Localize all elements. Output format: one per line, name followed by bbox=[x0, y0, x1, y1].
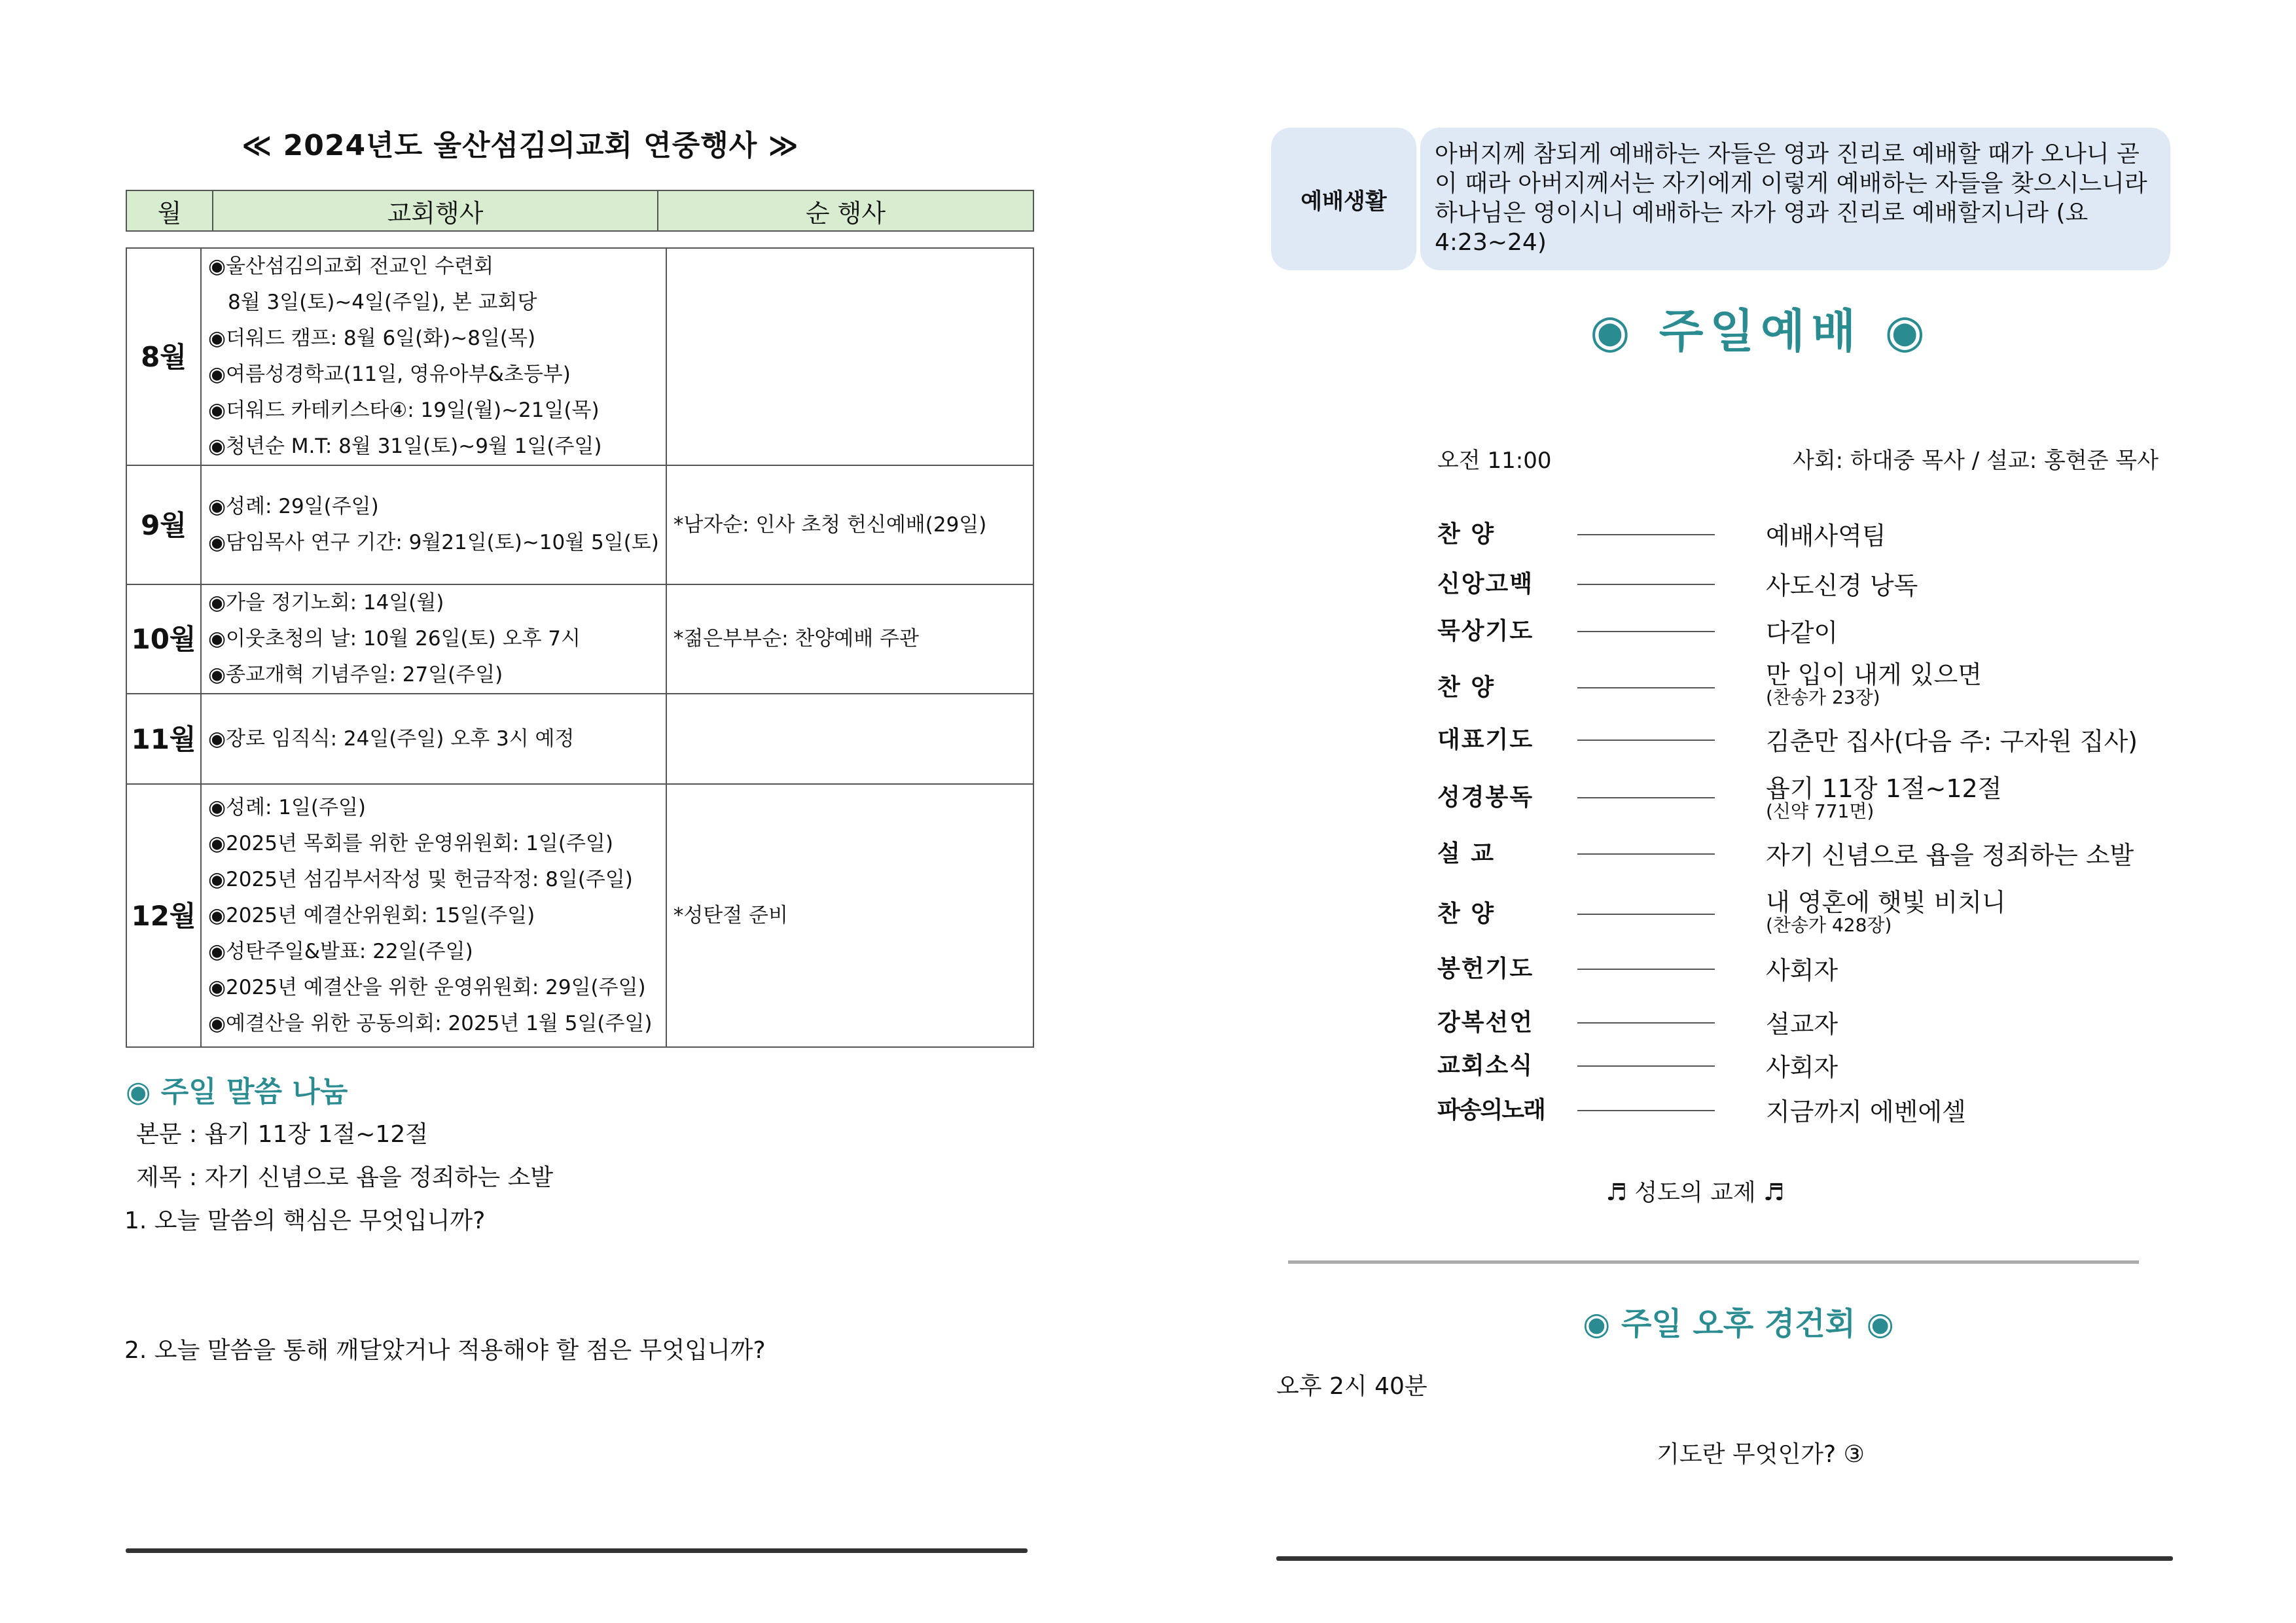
order-name: 묵상기도 bbox=[1437, 618, 1534, 645]
event-item: ◉성례: 29일(주일) bbox=[208, 495, 379, 518]
afternoon-title: ◉ 주일 오후 경건회 ◉ bbox=[1583, 1306, 1894, 1342]
event-item: ◉청년순 M.T: 8월 31일(토)~9월 1일(주일) bbox=[208, 435, 602, 458]
order-leader-line bbox=[1577, 853, 1715, 855]
events-cell bbox=[201, 784, 666, 1047]
order-name: 찬 양 bbox=[1437, 901, 1496, 927]
event-item: ◉담임목사 연구 기간: 9월21일(토)~10월 5일(토) bbox=[208, 531, 659, 554]
order-name: 교회소식 bbox=[1437, 1052, 1534, 1079]
order-name: 봉헌기도 bbox=[1437, 955, 1534, 982]
order-item bbox=[1437, 565, 2170, 605]
events-cell bbox=[201, 694, 666, 784]
order-name: 찬 양 bbox=[1437, 674, 1496, 701]
order-note: (신약 771면) bbox=[1766, 800, 1874, 822]
order-name: 파송의노래 bbox=[1437, 1097, 1545, 1124]
order-name: 설 교 bbox=[1437, 840, 1496, 867]
table-header bbox=[126, 190, 1034, 232]
order-value: 사회자 bbox=[1766, 956, 1839, 985]
order-item bbox=[1437, 950, 2170, 990]
order-item bbox=[1437, 516, 2170, 555]
order-leader-line bbox=[1577, 687, 1715, 688]
table-row bbox=[126, 248, 1033, 465]
group-cell: *젊은부부순: 찬양예배 주관 bbox=[666, 584, 1033, 694]
order-value: 욥기 11장 1절~12절 bbox=[1766, 774, 2002, 803]
order-value: 사회자 bbox=[1766, 1053, 1839, 1082]
month-cell: 8월 bbox=[126, 248, 201, 465]
service-title: ◉ 주일예배 ◉ bbox=[1590, 304, 1931, 358]
event-item: ◉2025년 예결산위원회: 15일(주일) bbox=[208, 903, 535, 927]
order-item bbox=[1437, 835, 2170, 874]
order-leader-line bbox=[1577, 584, 1715, 585]
events-cell bbox=[201, 248, 666, 465]
question-1: 1. 오늘 말씀의 핵심은 무엇입니까? bbox=[124, 1207, 486, 1234]
afternoon-topic: 기도란 무엇인가? ③ bbox=[1657, 1441, 1865, 1468]
order-name: 신앙고백 bbox=[1437, 571, 1534, 597]
sharing-text-line: 본문 : 욥기 11장 1절~12절 bbox=[136, 1121, 429, 1148]
bottom-divider-right bbox=[1276, 1556, 2173, 1561]
order-leader-line bbox=[1577, 534, 1715, 535]
group-cell: *성탄절 준비 bbox=[666, 784, 1033, 1047]
month-cell: 9월 bbox=[126, 465, 201, 584]
section-divider bbox=[1288, 1260, 2139, 1264]
order-leader-line bbox=[1577, 1110, 1715, 1111]
order-value: 설교자 bbox=[1766, 1010, 1839, 1039]
event-item: ◉더워드 캠프: 8월 6일(화)~8일(목) bbox=[208, 327, 536, 350]
event-item: ◉2025년 목회를 위한 운영위원회: 1일(주일) bbox=[208, 831, 613, 855]
service-time: 오전 11:00 bbox=[1437, 448, 1552, 474]
order-item bbox=[1437, 1004, 2170, 1043]
event-item: ◉2025년 섬김부서작성 및 헌금작정: 8일(주일) bbox=[208, 867, 633, 891]
worship-life-text: 아버지께 참되게 예배하는 자들은 영과 진리로 예배할 때가 오나니 곧 이 때라 아버지께서는 자기에게 이렇게 예배하는 자들을 찾으시느니라 하나님은 영이시니 예배하는 자가 영과 진리로 예배할지니라 (요4:23~24) bbox=[1420, 128, 2170, 270]
fellowship-note: ♬ 성도의 교제 ♬ bbox=[1605, 1179, 1785, 1206]
month-cell: 10월 bbox=[126, 584, 201, 694]
order-leader-line bbox=[1577, 740, 1715, 741]
event-item: ◉성탄주일&발표: 22일(주일) bbox=[208, 939, 473, 963]
event-item: ◉여름성경학교(11일, 영유아부&초등부) bbox=[208, 363, 571, 386]
header-group-events: 순 행사 bbox=[805, 198, 886, 228]
bottom-divider bbox=[126, 1548, 1028, 1553]
worship-life-label: 예배생활 bbox=[1271, 128, 1416, 270]
table-row bbox=[126, 694, 1033, 784]
order-leader-line bbox=[1577, 1022, 1715, 1024]
event-item: ◉이웃초청의 날: 10월 26일(토) 오후 7시 bbox=[208, 627, 581, 651]
event-item: ◉울산섬김의교회 전교인 수련회 bbox=[208, 255, 494, 278]
table-row bbox=[126, 784, 1033, 1047]
month-cell: 12월 bbox=[126, 784, 201, 1047]
event-item: ◉장로 임직식: 24일(주일) 오후 3시 예정 bbox=[208, 726, 575, 751]
order-item bbox=[1437, 721, 2170, 760]
events-cell bbox=[201, 584, 666, 694]
order-name: 대표기도 bbox=[1437, 726, 1534, 753]
page-title: ≪ 2024년도 울산섬김의교회 연중행사 ≫ bbox=[242, 129, 799, 162]
event-item: ◉종교개혁 기념주일: 27일(주일) bbox=[208, 663, 503, 687]
event-item: ◉예결산을 위한 공동의회: 2025년 1월 5일(주일) bbox=[208, 1011, 653, 1035]
order-name: 강복선언 bbox=[1437, 1009, 1534, 1036]
group-cell bbox=[666, 248, 1033, 465]
order-leader-line bbox=[1577, 631, 1715, 632]
order-item bbox=[1437, 654, 2170, 708]
header-month: 월 bbox=[127, 191, 213, 230]
order-value: 다같이 bbox=[1766, 618, 1839, 647]
order-value: 자기 신념으로 욥을 정죄하는 소발 bbox=[1766, 841, 2134, 870]
table-row bbox=[126, 584, 1033, 694]
question-2: 2. 오늘 말씀을 통해 깨달았거나 적용해야 할 점은 무엇입니까? bbox=[124, 1337, 766, 1364]
order-item bbox=[1437, 882, 2170, 936]
event-item: 8월 3일(토)~4일(주일), 본 교회당 bbox=[228, 291, 537, 314]
order-leader-line bbox=[1577, 797, 1715, 798]
order-note: (찬송가 23장) bbox=[1766, 687, 1880, 708]
event-item: ◉2025년 예결산을 위한 운영위원회: 29일(주일) bbox=[208, 975, 646, 999]
order-value: 내 영혼에 햇빛 비치니 bbox=[1766, 888, 2006, 917]
afternoon-time: 오후 2시 40분 bbox=[1276, 1373, 1427, 1400]
order-value: 사도신경 낭독 bbox=[1766, 571, 1918, 600]
event-item: ◉가을 정기노회: 14일(월) bbox=[208, 591, 444, 615]
order-value: 지금까지 에벤에셀 bbox=[1766, 1097, 1966, 1126]
event-item: ◉성례: 1일(주일) bbox=[208, 795, 366, 819]
schedule-table bbox=[126, 247, 1034, 1048]
order-item bbox=[1437, 1047, 2170, 1086]
group-cell: *남자순: 인사 초청 헌신예배(29일) bbox=[666, 465, 1033, 584]
order-name: 찬 양 bbox=[1437, 521, 1496, 548]
sharing-title: ◉ 주일 말씀 나눔 bbox=[126, 1075, 348, 1109]
order-value: 만 입이 내게 있으면 bbox=[1766, 660, 1982, 689]
order-note: (찬송가 428장) bbox=[1766, 914, 1892, 936]
order-item bbox=[1437, 1092, 2170, 1131]
events-cell bbox=[201, 465, 666, 584]
order-value: 예배사역팀 bbox=[1766, 522, 1886, 550]
event-item: ◉더워드 카테키스타④: 19일(월)~21일(목) bbox=[208, 399, 600, 422]
month-cell: 11월 bbox=[126, 694, 201, 784]
header-church-events: 교회행사 bbox=[213, 191, 658, 230]
order-item bbox=[1437, 613, 2170, 652]
order-name: 성경봉독 bbox=[1437, 784, 1534, 811]
service-leaders: 사회: 하대중 목사 / 설교: 홍현준 목사 bbox=[1792, 448, 2159, 474]
order-leader-line bbox=[1577, 969, 1715, 970]
order-item bbox=[1437, 768, 2170, 822]
sharing-subject-line: 제목 : 자기 신념으로 욥을 정죄하는 소발 bbox=[136, 1164, 554, 1191]
group-cell bbox=[666, 694, 1033, 784]
order-leader-line bbox=[1577, 1065, 1715, 1067]
order-leader-line bbox=[1577, 914, 1715, 915]
order-value: 김춘만 집사(다음 주: 구자원 집사) bbox=[1766, 727, 2138, 756]
table-row bbox=[126, 465, 1033, 584]
